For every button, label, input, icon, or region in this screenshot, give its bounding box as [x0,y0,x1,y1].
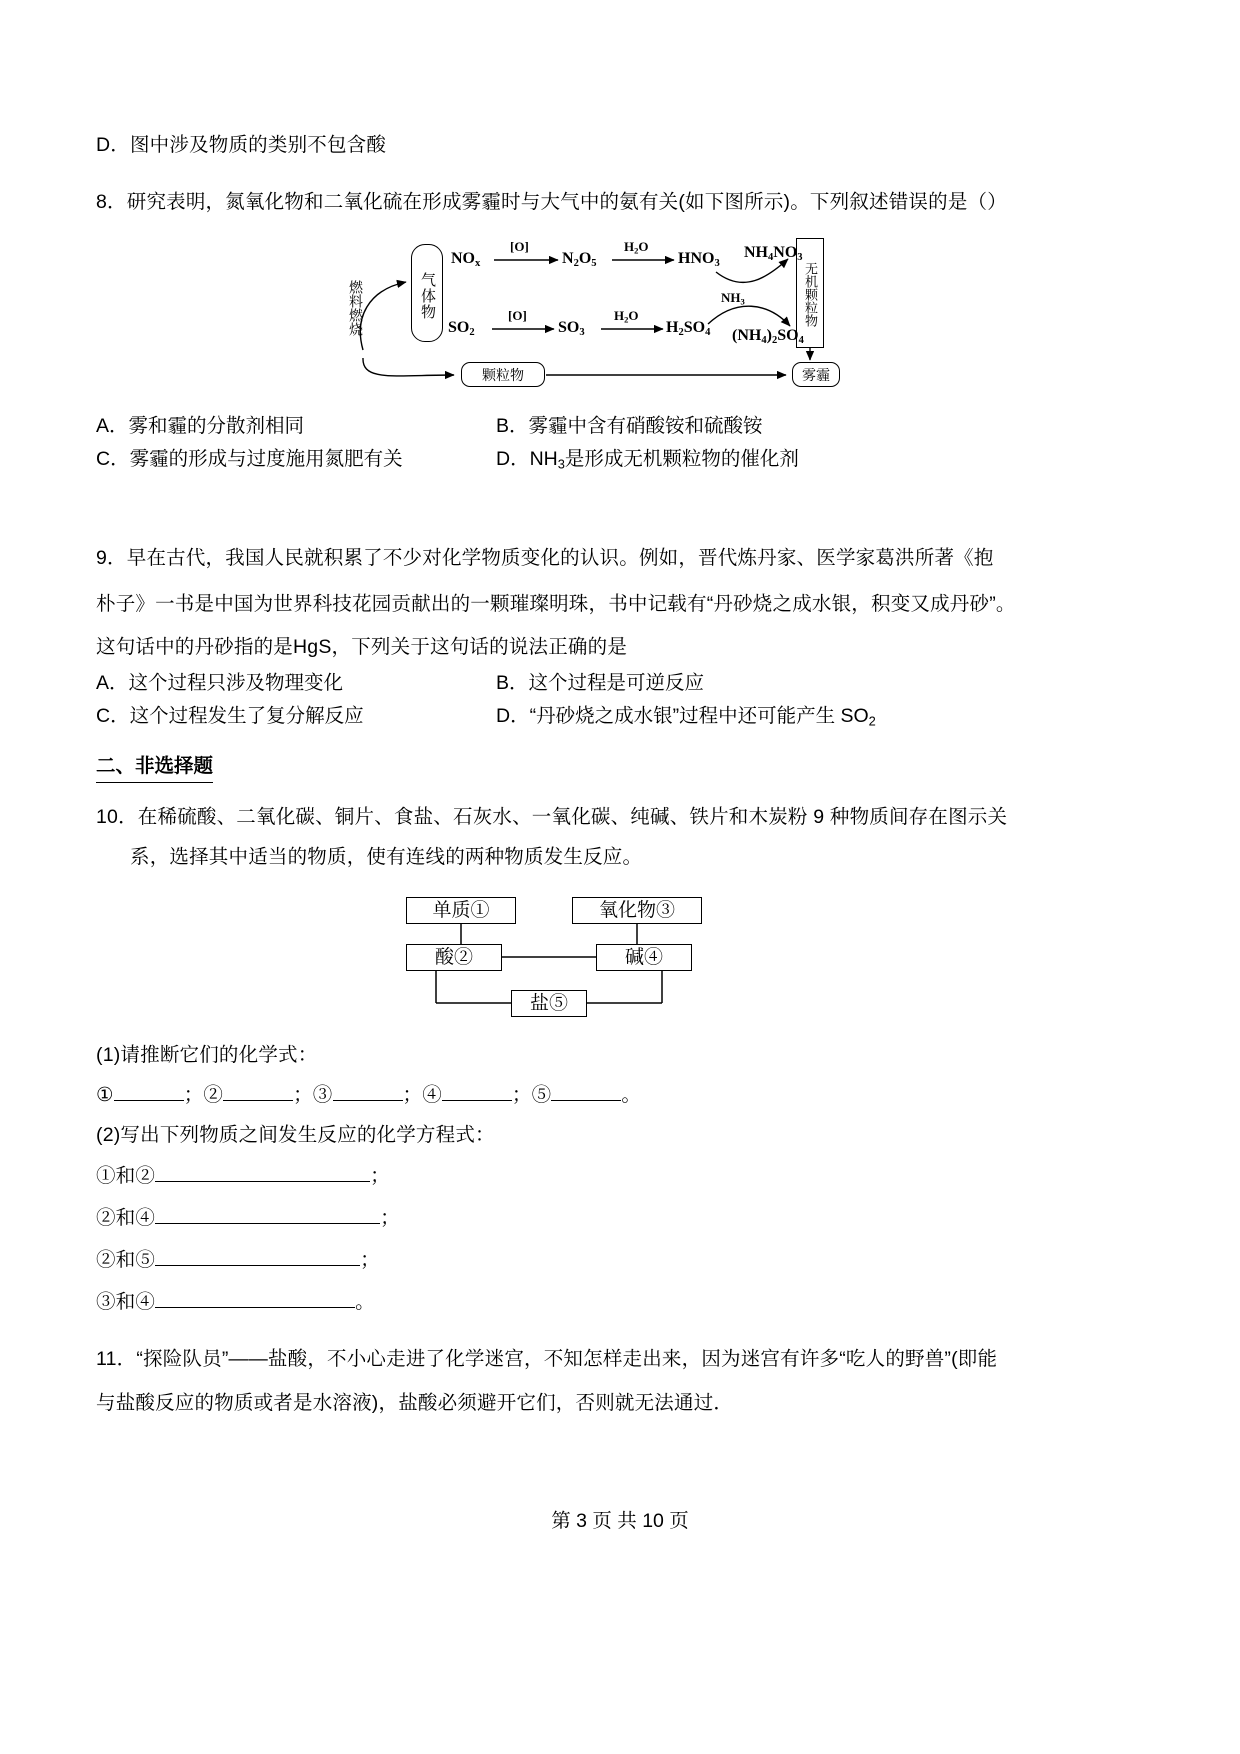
label-water-2: $H_2O$ [614,308,639,325]
q10-box-base-4: 碱④ [596,944,692,971]
fill-blank-3[interactable] [333,1083,403,1101]
q10-equation-row-1 [96,1155,1056,1197]
formula-n2o5: $N_2O_5$ [562,250,597,269]
formula-so3: $SO_3$ [558,319,585,338]
fill-marker-1: ① [96,1084,114,1107]
q10-equation-row-3 [96,1239,1056,1281]
haze-box: 雾霾 [792,362,840,387]
formula-hno3: $HNO_3$ [678,250,720,269]
fill-blank-1[interactable] [114,1083,184,1101]
q10-eq4-label: ③和④ [96,1291,156,1314]
q8-haze-diagram [96,232,1056,402]
q10-formula-fill-line: ① ；② ；③ ；④ ；⑤ 。 [96,1084,642,1107]
formula-nox: $NO_x$ [451,250,481,269]
particulate-box: 颗粒物 [461,362,545,387]
q9-option-d: D．“丹砂烧之成水银”过程中还可能产生 $SO_2$ [496,704,876,729]
label-oxidation-1: [O] [510,239,529,254]
formula-h2so4: $H_2SO_4$ [666,319,711,338]
formula-nh42so4: $(NH_4)_2SO_4$ [732,327,804,346]
q9-option-a: A．这个过程只涉及物理变化 [96,671,344,694]
fill-blank-4[interactable] [442,1083,512,1101]
q8-options-row-2 [96,443,1056,481]
label-oxidation-2: [O] [508,308,527,323]
q9-option-c: C．这个过程发生了复分解反应 [96,704,364,727]
q10-eq3-tail: ； [360,1249,380,1272]
formula-so2: $SO_2$ [448,319,475,338]
label-water-1: $H_2O$ [624,239,649,256]
q9-options-row-1 [96,667,1056,700]
q8-options-row-1 [96,410,1056,443]
q10-eq3-label: ②和⑤ [96,1249,156,1272]
q7-option-d: D．图中涉及物质的类别不包含酸 [96,134,387,156]
page-footer: 第 3 页 共 10 页 [551,1510,689,1532]
q9-stem-line-3: 这句话中的丹砂指的是HgS，下列关于这句话的说法正确的是 [96,635,628,658]
q8-option-d: D．$NH_3$是形成无机颗粒物的催化剂 [496,448,799,472]
q9-stem-line-1: 9．早在古代，我国人民就积累了不少对化学物质变化的认识。例如，晋代炼丹家、医学家葛洪所著《抱 [96,546,994,569]
q10-stem-line-2: 系，选择其中适当的物质，使有连线的两种物质发生反应。 [130,846,643,869]
q9-stem-line-2: 朴子》一书是中国为世界科技花园贡献出的一颗璀璨明珠，书中记载有“丹砂烧之成水银，积变又成丹砂”。 [96,592,1016,615]
q10-relationship-diagram [96,885,1056,1025]
q10-eq1-label: ①和② [96,1165,156,1188]
fill-blank-5[interactable] [551,1083,621,1101]
q9-option-b: B．这个过程是可逆反应 [496,671,705,694]
q10-eq4-blank[interactable] [155,1290,355,1308]
q10-sub-question-2: (2)写出下列物质之间发生反应的化学方程式： [96,1124,495,1147]
q10-box-element-1: 单质① [406,897,516,924]
q10-eq2-blank[interactable] [155,1206,380,1224]
label-ammonia: $NH_3$ [721,290,745,307]
q10-eq2-tail: ； [380,1207,400,1230]
q10-eq1-blank[interactable] [155,1164,370,1182]
gas-substance-box: 气体物 [411,244,443,342]
inorganic-particle-box: 无机颗粒物 [796,238,824,348]
fill-blank-2[interactable] [223,1083,293,1101]
section-2-heading [96,751,1056,783]
q11-stem-line-1: 11．“探险队员”——盐酸，不小心走进了化学迷宫，不知怎样走出来，因为迷宫有许多“吃人的野兽”(即能 [96,1348,998,1371]
q8-option-a: A．雾和霾的分散剂相同 [96,415,305,437]
formula-nh4no3: $NH_4NO_3$ [744,244,803,263]
q10-eq4-tail: 。 [355,1291,375,1314]
q10-eq2-label: ②和④ [96,1207,156,1230]
q11-stem-line-2: 与盐酸反应的物质或者是水溶液)，盐酸必须避开它们，否则就无法通过． [96,1392,734,1415]
q10-box-salt-5: 盐⑤ [511,990,587,1017]
page-content [96,130,1056,1425]
q9-options-row-2 [96,700,1056,738]
q10-equation-row-4 [96,1281,1056,1323]
q10-box-acid-2: 酸② [406,944,502,971]
q10-stem-line-1: 10．在稀硫酸、二氧化碳、铜片、食盐、石灰水、一氧化碳、纯碱、铁片和木炭粉 9 种物质间存在图示关 [96,806,1008,829]
q8-option-c: C．雾霾的形成与过度施用氮肥有关 [96,448,403,470]
q10-sub-question-1: (1)请推断它们的化学式： [96,1044,318,1067]
section-2-title-text: 二、非选择题 [96,751,213,783]
q10-eq3-blank[interactable] [155,1248,360,1266]
q10-box-oxide-3: 氧化物③ [572,897,702,924]
q8-stem: 8．研究表明，氮氧化物和二氧化硫在形成雾霾时与大气中的氨有关(如下图所示)。下列叙述错误的是（） [96,191,1007,213]
fuel-burning-label: 燃料燃烧 [348,280,364,336]
q8-option-b: B．雾霾中含有硝酸铵和硫酸铵 [496,415,763,437]
q10-equation-row-2 [96,1197,1056,1239]
q10-eq1-tail: ； [370,1165,390,1188]
